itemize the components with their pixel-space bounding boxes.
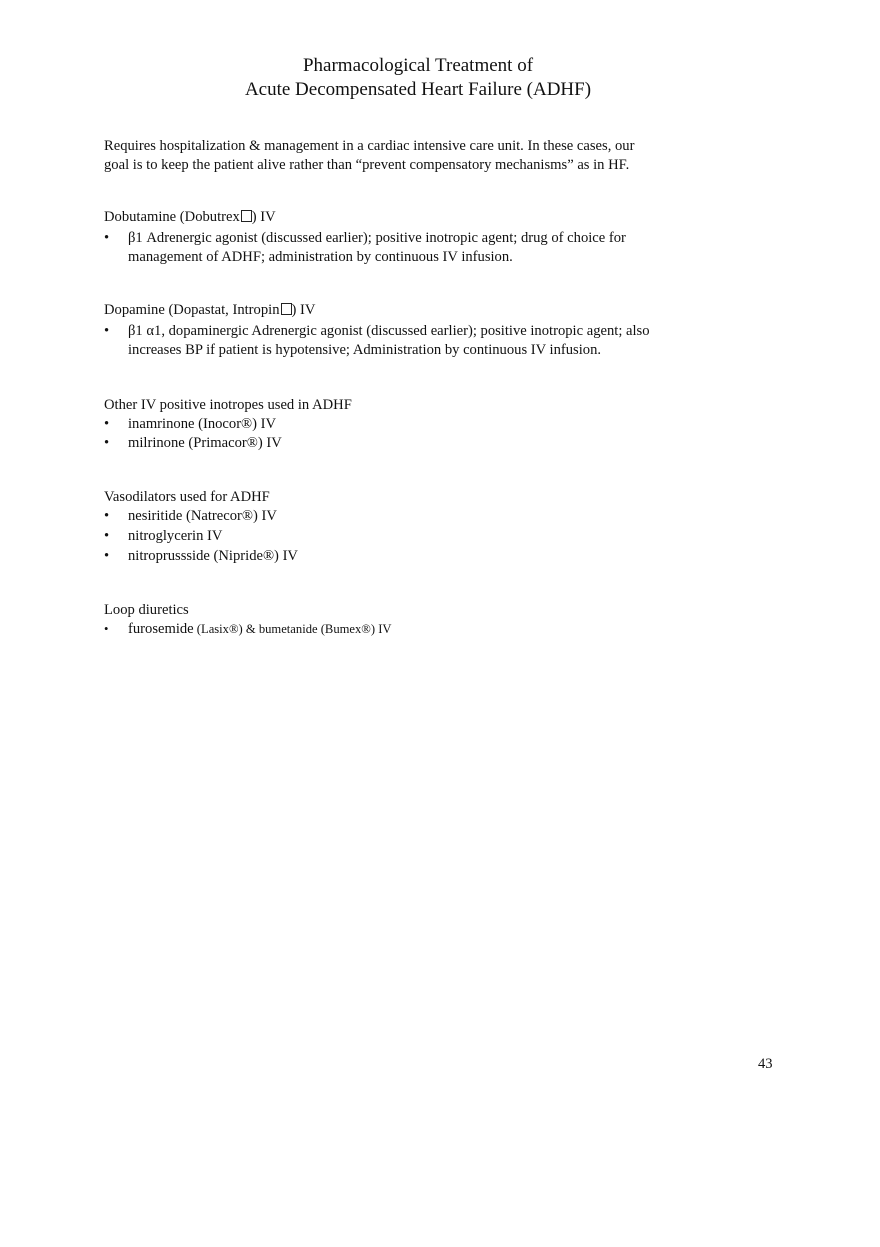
furosemide-text: furosemide [128,621,194,637]
other-inotropes-heading: Other IV positive inotropes used in ADHF [104,397,352,413]
bullet-icon: • [104,508,110,524]
list-item [104,322,744,360]
dopamine-heading-text: Dopamine (Dopastat, Intropin [104,302,280,318]
missing-glyph-icon [241,210,252,222]
list-item [104,527,744,546]
list-item [104,507,744,526]
list-item-text: nitroglycerin IV [128,528,223,544]
dobutamine-bullet-line-1: β1 Adrenergic agonist (discussed earlier); positive inotropic agent; drug of choice for [128,230,626,246]
dobutamine-heading-text: Dobutamine (Dobutrex [104,209,240,225]
bullet-icon: • [104,528,110,544]
dobutamine-heading [104,208,744,227]
list-item-text [128,620,744,639]
dopamine-bullet-line-2: increases BP if patient is hypotensive; Administration by continuous IV infusion. [128,342,602,358]
missing-glyph-icon [281,303,292,315]
list-item-text: nitroprussside (Nipride®) IV [128,548,298,564]
page-number: 43 [758,1056,773,1072]
bullet-icon: • [104,416,110,432]
bullet-icon: • [104,548,110,564]
bullet-icon: • [104,323,110,339]
dobutamine-heading-suffix: ) IV [251,209,276,225]
dobutamine-bullet-line-2: management of ADHF; administration by continuous IV infusion. [128,249,513,265]
dopamine-heading [104,301,744,320]
section-loop-diuretics [104,601,744,639]
loop-diuretics-heading: Loop diuretics [104,602,189,618]
loop-diuretics-rest-text: (Lasix®) & bumetanide (Bumex®) IV [193,622,392,636]
title-line-2: Acute Decompensated Heart Failure (ADHF) [244,79,592,100]
section-dopamine [104,301,744,360]
intro-line-2: goal is to keep the patient alive rather than “prevent compensatory mechanisms” as in HF. [104,157,630,173]
vasodilators-heading: Vasodilators used for ADHF [104,489,270,505]
bullet-icon: • [104,230,110,246]
section-dobutamine [104,208,744,267]
dopamine-bullet-line-1: β1 α1, dopaminergic Adrenergic agonist (discussed earlier); positive inotropic agent; also [128,323,650,339]
list-item-text: milrinone (Primacor®) IV [128,435,282,451]
list-item-text: inamrinone (Inocor®) IV [128,416,277,432]
title-line-1: Pharmacological Treatment of [302,55,534,76]
section-other-inotropes [104,396,744,453]
list-item-text: nesiritide (Natrecor®) IV [128,508,277,524]
list-item [104,415,744,434]
list-item [104,547,744,566]
bullet-icon: • [104,622,109,636]
intro-paragraph [104,137,704,175]
section-vasodilators [104,488,744,567]
bullet-icon: • [104,435,110,451]
list-item [104,229,744,267]
list-item [104,620,744,639]
page-title [0,54,836,102]
list-item [104,434,744,453]
intro-line-1: Requires hospitalization & management in a cardiac intensive care unit. In these cases, our [104,138,635,154]
dopamine-heading-suffix: ) IV [291,302,316,318]
